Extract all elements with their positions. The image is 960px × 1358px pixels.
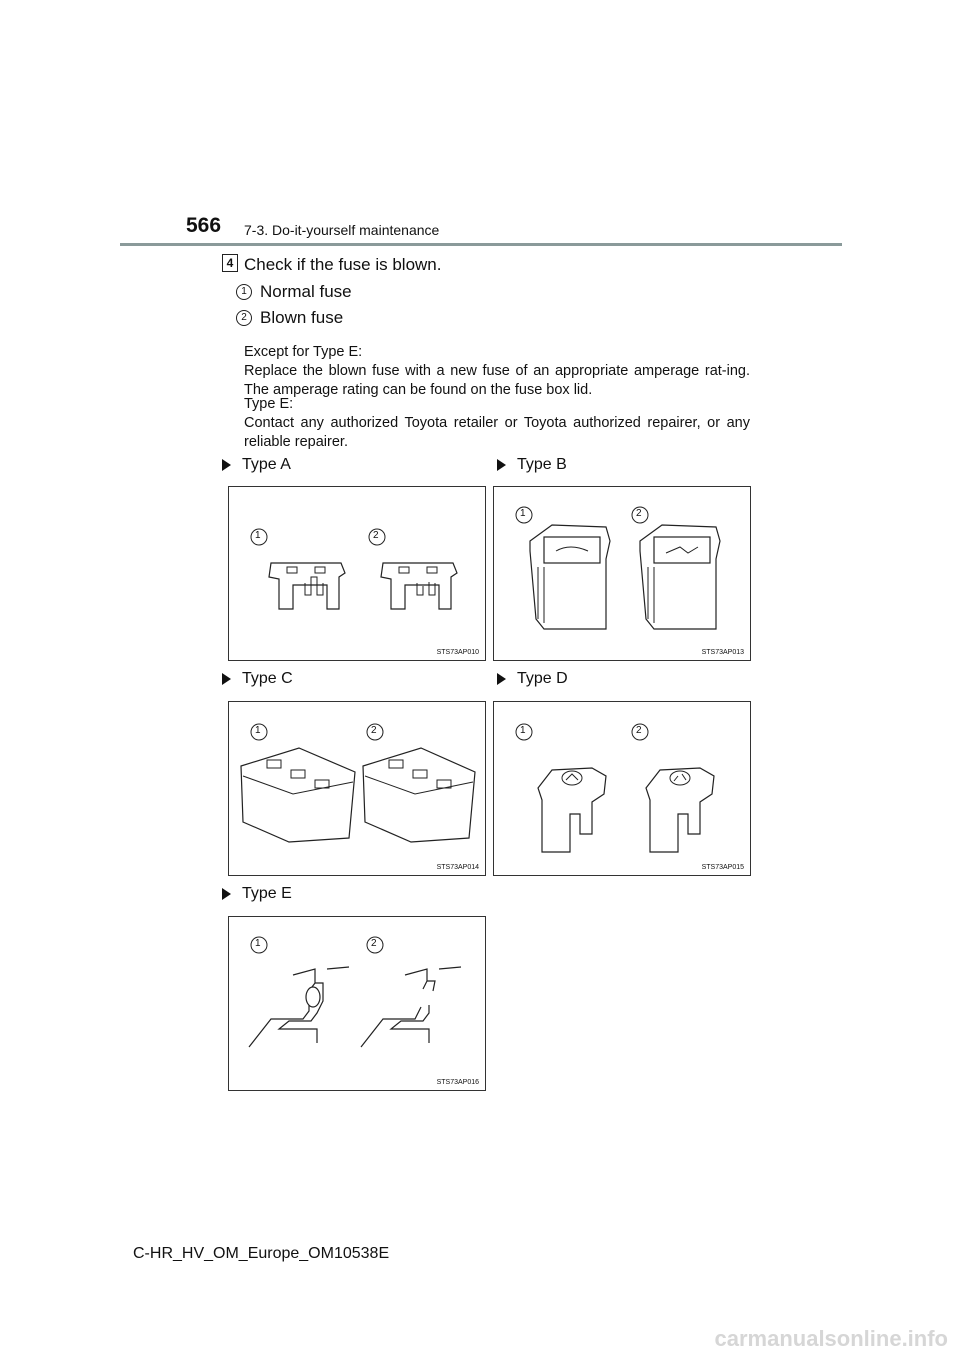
figure-code: STS73AP016 — [436, 1079, 479, 1086]
step-title: Check if the fuse is blown. — [244, 255, 442, 274]
figure-code: STS73AP014 — [436, 864, 479, 871]
figure-code: STS73AP015 — [701, 864, 744, 871]
triangle-bullet-icon — [497, 459, 506, 471]
type-c-label: Type C — [222, 670, 293, 688]
header-divider — [120, 243, 842, 246]
paragraph-body: Contact any authorized Toyota retailer or Toyota authorized repairer, or any reliable repairer. — [244, 415, 750, 450]
figure-type-b: 1 2 STS73AP013 — [493, 486, 751, 661]
type-d-fuse-illustration — [494, 702, 750, 875]
paragraph-except-type-e — [244, 343, 750, 400]
type-e-fuse-illustration — [229, 917, 485, 1090]
type-c-fuse-illustration — [229, 702, 485, 875]
type-d-label: Type D — [497, 670, 568, 688]
figure-type-c: 1 2 STS73AP014 — [228, 701, 486, 876]
figure-type-e: 1 2 STS73AP016 — [228, 916, 486, 1091]
triangle-bullet-icon — [497, 673, 506, 685]
figure-code: STS73AP010 — [436, 649, 479, 656]
item-number-1: 1 — [236, 284, 252, 300]
paragraph-heading: Except for Type E: — [244, 344, 363, 360]
paragraph-type-e — [244, 395, 750, 452]
figure-type-d: 1 2 STS73AP015 — [493, 701, 751, 876]
type-b-fuse-illustration — [494, 487, 750, 660]
document-id: C-HR_HV_OM_Europe_OM10538E — [133, 1245, 390, 1262]
paragraph-body: Replace the blown fuse with a new fuse of an appropriate amperage rat-ing. The amperage rating can be found on the fuse box lid. — [244, 363, 750, 398]
item-number-2: 2 — [236, 310, 252, 326]
type-b-label: Type B — [497, 456, 567, 474]
item-label-blown-fuse: Blown fuse — [260, 308, 344, 327]
type-e-label: Type E — [222, 885, 292, 903]
item-label-normal-fuse: Normal fuse — [260, 282, 352, 301]
triangle-bullet-icon — [222, 459, 231, 471]
type-a-fuse-illustration — [229, 487, 485, 660]
figure-type-a: 1 2 STS73AP010 — [228, 486, 486, 661]
section-title: 7-3. Do-it-yourself maintenance — [244, 222, 440, 238]
paragraph-heading: Type E: — [244, 396, 294, 412]
watermark: carmanualsonline.info — [714, 1326, 948, 1351]
type-a-label: Type A — [222, 456, 291, 474]
figure-code: STS73AP013 — [701, 649, 744, 656]
step-number-badge: 4 — [222, 254, 238, 272]
page-number: 566 — [186, 214, 222, 237]
triangle-bullet-icon — [222, 888, 231, 900]
triangle-bullet-icon — [222, 673, 231, 685]
